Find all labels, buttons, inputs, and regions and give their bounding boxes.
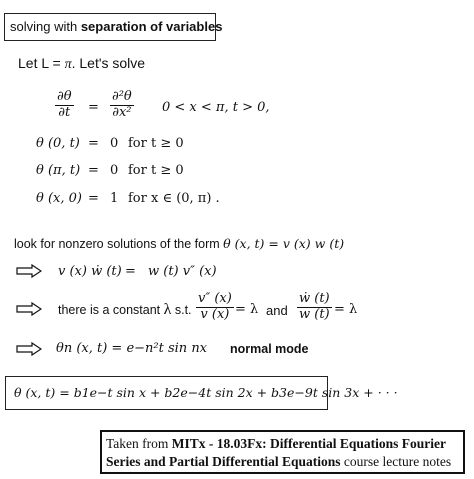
bc2-value: 0	[110, 163, 119, 178]
step2-fraction2	[297, 292, 332, 323]
section-title-box	[4, 13, 223, 41]
bc2-equals: =	[88, 163, 99, 178]
rhs-fraction-wrap	[110, 90, 134, 121]
source-suffix: course lecture notes	[340, 454, 452, 469]
ic-equals: =	[88, 191, 99, 206]
step2-eq2: = λ	[334, 302, 358, 317]
step2-and: and	[266, 303, 288, 318]
intro-pi: π	[64, 57, 72, 72]
normal-mode-formula: θn (x, t) = e−n²t sin nx	[56, 341, 208, 356]
rhs-fraction	[110, 90, 134, 121]
implies-arrow-icon	[16, 302, 42, 316]
lhs-numerator: ∂θ	[57, 89, 72, 104]
ic-lhs: θ (x, 0)	[36, 191, 82, 206]
source-note-box	[100, 430, 465, 474]
look-line	[14, 236, 344, 251]
step2-text-wrap	[58, 301, 192, 319]
f2-denominator: w (t)	[299, 306, 330, 322]
normal-mode-label: normal mode	[230, 342, 309, 356]
f2-numerator: ẇ (t)	[299, 291, 330, 306]
f1-numerator: v″ (x)	[198, 291, 232, 306]
step2-eq1: = λ	[235, 302, 259, 317]
step2-fraction1	[196, 292, 234, 323]
intro-line	[18, 55, 145, 73]
implies-arrow-icon	[16, 264, 42, 278]
bc1-lhs: θ (0, t)	[36, 136, 80, 151]
step2-st: s.t.	[171, 303, 192, 317]
title-prefix: solving with	[10, 19, 81, 34]
f1-denominator: v (x)	[200, 306, 230, 322]
step2-fraction2-wrap	[297, 292, 332, 323]
look-form: θ (x, t) = v (x) w (t)	[223, 236, 345, 251]
bc1-condition: for t ≥ 0	[128, 136, 184, 151]
title-bold: separation of variables	[80, 19, 223, 34]
step1-equals: =	[125, 264, 136, 279]
ic-value: 1	[110, 191, 119, 206]
general-solution-box	[5, 376, 398, 410]
bc1-value: 0	[110, 136, 119, 151]
step1-lhs: v (x) ẇ (t)	[58, 264, 122, 279]
look-text: look for nonzero solutions of the form	[14, 237, 224, 251]
general-solution: θ (x, t) = b1e−t sin x + b2e−4t sin 2x + b3e−9t sin 3x + · · ·	[14, 385, 398, 400]
step1-rhs: w (t) v″ (x)	[148, 264, 217, 279]
step2-fraction1-wrap	[196, 292, 234, 323]
pde-domain: 0 < x < π, t > 0,	[162, 100, 270, 115]
intro-let: Let L =	[18, 55, 65, 71]
source-prefix: Taken from	[106, 436, 172, 451]
intro-rest: . Let's solve	[71, 55, 146, 71]
ic-condition: for x ∈ (0, π) .	[128, 191, 220, 206]
lhs-denominator: ∂t	[58, 104, 71, 120]
rhs-numerator: ∂²θ	[112, 89, 132, 104]
rhs-denominator: ∂x²	[112, 104, 132, 120]
bc2-condition: for t ≥ 0	[128, 163, 184, 178]
step2-text: there is a constant	[58, 303, 164, 317]
pde-equals: =	[88, 100, 99, 115]
lhs-fraction	[55, 90, 74, 121]
source-course-title: MITx - 18.03Fx: Differential Equations Fourier Series and Partial Differential Equations	[106, 436, 446, 469]
bc1-equals: =	[88, 136, 99, 151]
implies-arrow-icon	[16, 342, 42, 356]
bc2-lhs: θ (π, t)	[36, 163, 81, 178]
step2-lambda: λ	[163, 301, 172, 318]
heat-equation	[55, 90, 74, 121]
